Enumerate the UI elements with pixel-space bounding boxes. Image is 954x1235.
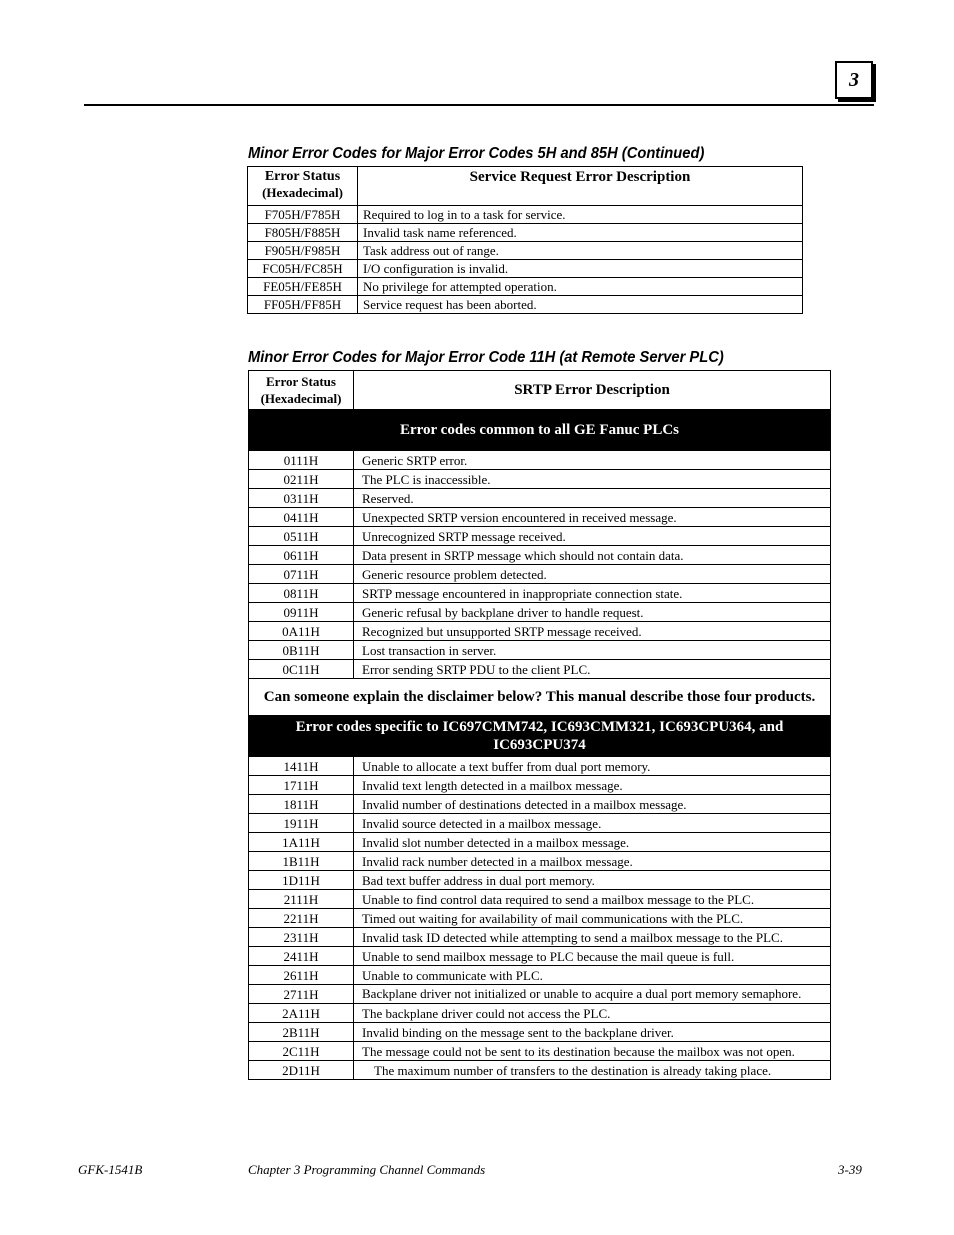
chapter-number: 3 bbox=[849, 68, 859, 91]
error-code-cell: 0111H bbox=[249, 451, 354, 470]
error-description-cell: Recognized but unsupported SRTP message received. bbox=[354, 622, 831, 641]
error-description-cell: Generic refusal by backplane driver to handle request. bbox=[354, 603, 831, 622]
error-description-cell: Data present in SRTP message which should not contain data. bbox=[354, 546, 831, 565]
table2-note-section bbox=[249, 679, 831, 757]
table-row bbox=[249, 622, 831, 641]
error-code-cell: 1411H bbox=[249, 757, 354, 776]
error-description-cell: Lost transaction in server. bbox=[354, 641, 831, 660]
error-description-cell: Reserved. bbox=[354, 489, 831, 508]
error-code-cell: 2411H bbox=[249, 947, 354, 966]
error-description-cell: Invalid rack number detected in a mailbox message. bbox=[354, 852, 831, 871]
table1-col-error-status bbox=[248, 167, 358, 206]
table2-col-error-status bbox=[249, 371, 354, 410]
error-code-cell: 0911H bbox=[249, 603, 354, 622]
error-description-cell: Unable to allocate a text buffer from dual port memory. bbox=[354, 757, 831, 776]
error-code-cell: 2A11H bbox=[249, 1004, 354, 1023]
error-code-cell: FE05H/FE85H bbox=[248, 278, 358, 296]
table-row bbox=[249, 928, 831, 947]
disclaimer-note: Can someone explain the disclaimer below? This manual describe those four products. bbox=[249, 679, 831, 716]
footer-page-number: 3-39 bbox=[838, 1162, 862, 1177]
table-row bbox=[249, 603, 831, 622]
table-row bbox=[249, 546, 831, 565]
error-code-cell: 1B11H bbox=[249, 852, 354, 871]
error-description-cell: Unrecognized SRTP message received. bbox=[354, 527, 831, 546]
error-description-cell: I/O configuration is invalid. bbox=[358, 260, 803, 278]
table2-heading: Minor Error Codes for Major Error Code 11H (at Remote Server PLC) bbox=[248, 349, 724, 366]
error-code-cell: 1811H bbox=[249, 795, 354, 814]
error-code-cell: 1911H bbox=[249, 814, 354, 833]
table1-header-row bbox=[248, 167, 803, 206]
table1-body bbox=[248, 206, 803, 314]
note-row bbox=[249, 679, 831, 716]
error-code-cell: 0511H bbox=[249, 527, 354, 546]
table-row bbox=[249, 833, 831, 852]
error-code-cell: 0211H bbox=[249, 470, 354, 489]
table-row bbox=[249, 985, 831, 1004]
table-row bbox=[249, 890, 831, 909]
error-description-cell: Invalid source detected in a mailbox message. bbox=[354, 814, 831, 833]
table-row bbox=[249, 451, 831, 470]
table1-col1-sublabel: (Hexadecimal) bbox=[262, 185, 343, 200]
error-code-cell: 1D11H bbox=[249, 871, 354, 890]
table-row bbox=[248, 206, 803, 224]
error-code-cell: 0311H bbox=[249, 489, 354, 508]
table-row bbox=[249, 871, 831, 890]
error-code-cell: 0711H bbox=[249, 565, 354, 584]
error-description-cell: Required to log in to a task for service. bbox=[358, 206, 803, 224]
error-description-cell: No privilege for attempted operation. bbox=[358, 278, 803, 296]
error-code-cell: 1711H bbox=[249, 776, 354, 795]
error-description-cell: Unable to communicate with PLC. bbox=[354, 966, 831, 985]
error-description-cell: The maximum number of transfers to the destination is already taking place. bbox=[354, 1061, 831, 1080]
table-row bbox=[249, 1061, 831, 1080]
error-code-cell: 2111H bbox=[249, 890, 354, 909]
error-description-cell: Unable to send mailbox message to PLC because the mail queue is full. bbox=[354, 947, 831, 966]
table-row bbox=[249, 565, 831, 584]
error-description-cell: Invalid binding on the message sent to the backplane driver. bbox=[354, 1023, 831, 1042]
table-row bbox=[249, 584, 831, 603]
error-code-cell: 0811H bbox=[249, 584, 354, 603]
error-code-cell: 2211H bbox=[249, 909, 354, 928]
table-row bbox=[249, 641, 831, 660]
error-description-cell: Generic resource problem detected. bbox=[354, 565, 831, 584]
error-description-cell: Unexpected SRTP version encountered in received message. bbox=[354, 508, 831, 527]
error-description-cell: Timed out waiting for availability of mail communications with the PLC. bbox=[354, 909, 831, 928]
footer-chapter-title: Chapter 3 Programming Channel Commands bbox=[248, 1162, 486, 1177]
table2-col1-sublabel: (Hexadecimal) bbox=[260, 391, 342, 406]
error-description-cell: The message could not be sent to its destination because the mailbox was not open. bbox=[354, 1042, 831, 1061]
section-band-specific: Error codes specific to IC697CMM742, IC693CMM321, IC693CPU364, and IC693CPU374 bbox=[249, 716, 831, 757]
table-row bbox=[249, 1023, 831, 1042]
chapter-tab bbox=[835, 61, 873, 99]
error-code-cell: 2311H bbox=[249, 928, 354, 947]
table-row bbox=[249, 1042, 831, 1061]
table2-specific-section bbox=[249, 757, 831, 1080]
error-code-cell: 0C11H bbox=[249, 660, 354, 679]
table-row bbox=[249, 814, 831, 833]
srtp-error-table bbox=[248, 370, 831, 1080]
table1-heading: Minor Error Codes for Major Error Codes 5H and 85H (Continued) bbox=[248, 145, 705, 162]
table-row bbox=[249, 1004, 831, 1023]
error-description-cell: The backplane driver could not access the PLC. bbox=[354, 1004, 831, 1023]
table2-common-section bbox=[249, 410, 831, 679]
error-description-cell: Bad text buffer address in dual port memory. bbox=[354, 871, 831, 890]
error-description-cell: Service request has been aborted. bbox=[358, 296, 803, 314]
error-code-cell: 1A11H bbox=[249, 833, 354, 852]
error-code-cell: 2B11H bbox=[249, 1023, 354, 1042]
error-description-cell: SRTP message encountered in inappropriate connection state. bbox=[354, 584, 831, 603]
table-row bbox=[249, 470, 831, 489]
table-row bbox=[249, 776, 831, 795]
error-code-cell: 0A11H bbox=[249, 622, 354, 641]
table-row bbox=[249, 852, 831, 871]
table2-col-description: SRTP Error Description bbox=[354, 371, 831, 410]
table-row bbox=[248, 278, 803, 296]
error-code-cell: F805H/F885H bbox=[248, 224, 358, 242]
error-code-cell: FF05H/FF85H bbox=[248, 296, 358, 314]
table1-col1-label: Error Status bbox=[264, 169, 341, 184]
table-row bbox=[249, 660, 831, 679]
section-band-common: Error codes common to all GE Fanuc PLCs bbox=[249, 410, 831, 451]
error-code-cell: 2D11H bbox=[249, 1061, 354, 1080]
table2-header-row bbox=[249, 371, 831, 410]
error-code-cell: 0611H bbox=[249, 546, 354, 565]
error-code-cell: FC05H/FC85H bbox=[248, 260, 358, 278]
error-description-cell: The PLC is inaccessible. bbox=[354, 470, 831, 489]
error-description-cell: Task address out of range. bbox=[358, 242, 803, 260]
error-code-cell: 0411H bbox=[249, 508, 354, 527]
table-row bbox=[248, 224, 803, 242]
error-description-cell: Invalid slot number detected in a mailbox message. bbox=[354, 833, 831, 852]
table1-col-description: Service Request Error Description bbox=[358, 167, 803, 206]
table-row bbox=[248, 242, 803, 260]
error-code-cell: 0B11H bbox=[249, 641, 354, 660]
error-description-cell: Invalid number of destinations detected in a mailbox message. bbox=[354, 795, 831, 814]
table-row bbox=[249, 909, 831, 928]
table-row bbox=[249, 508, 831, 527]
band-row-specific bbox=[249, 716, 831, 757]
band-row-common bbox=[249, 410, 831, 451]
table-row bbox=[248, 296, 803, 314]
error-code-cell: 2611H bbox=[249, 966, 354, 985]
table-row bbox=[249, 966, 831, 985]
error-code-cell: F905H/F985H bbox=[248, 242, 358, 260]
table-row bbox=[249, 489, 831, 508]
error-code-cell: 2711H bbox=[249, 985, 354, 1004]
header-rule bbox=[84, 104, 874, 106]
error-description-cell: Invalid task ID detected while attempting to send a mailbox message to the PLC. bbox=[354, 928, 831, 947]
table2-col1-label: Error Status bbox=[266, 374, 336, 389]
table-row bbox=[248, 260, 803, 278]
error-description-cell: Generic SRTP error. bbox=[354, 451, 831, 470]
error-description-cell: Error sending SRTP PDU to the client PLC. bbox=[354, 660, 831, 679]
error-description-cell: Backplane driver not initialized or unable to acquire a dual port memory semaphore. bbox=[354, 985, 831, 1004]
error-code-cell: F705H/F785H bbox=[248, 206, 358, 224]
table-row bbox=[249, 527, 831, 546]
service-request-error-table bbox=[247, 166, 803, 314]
error-description-cell: Invalid text length detected in a mailbox message. bbox=[354, 776, 831, 795]
error-description-cell: Invalid task name referenced. bbox=[358, 224, 803, 242]
table-row bbox=[249, 757, 831, 776]
error-description-cell: Unable to find control data required to send a mailbox message to the PLC. bbox=[354, 890, 831, 909]
error-code-cell: 2C11H bbox=[249, 1042, 354, 1061]
table-row bbox=[249, 947, 831, 966]
table-row bbox=[249, 795, 831, 814]
footer-doc-id: GFK-1541B bbox=[78, 1162, 143, 1177]
